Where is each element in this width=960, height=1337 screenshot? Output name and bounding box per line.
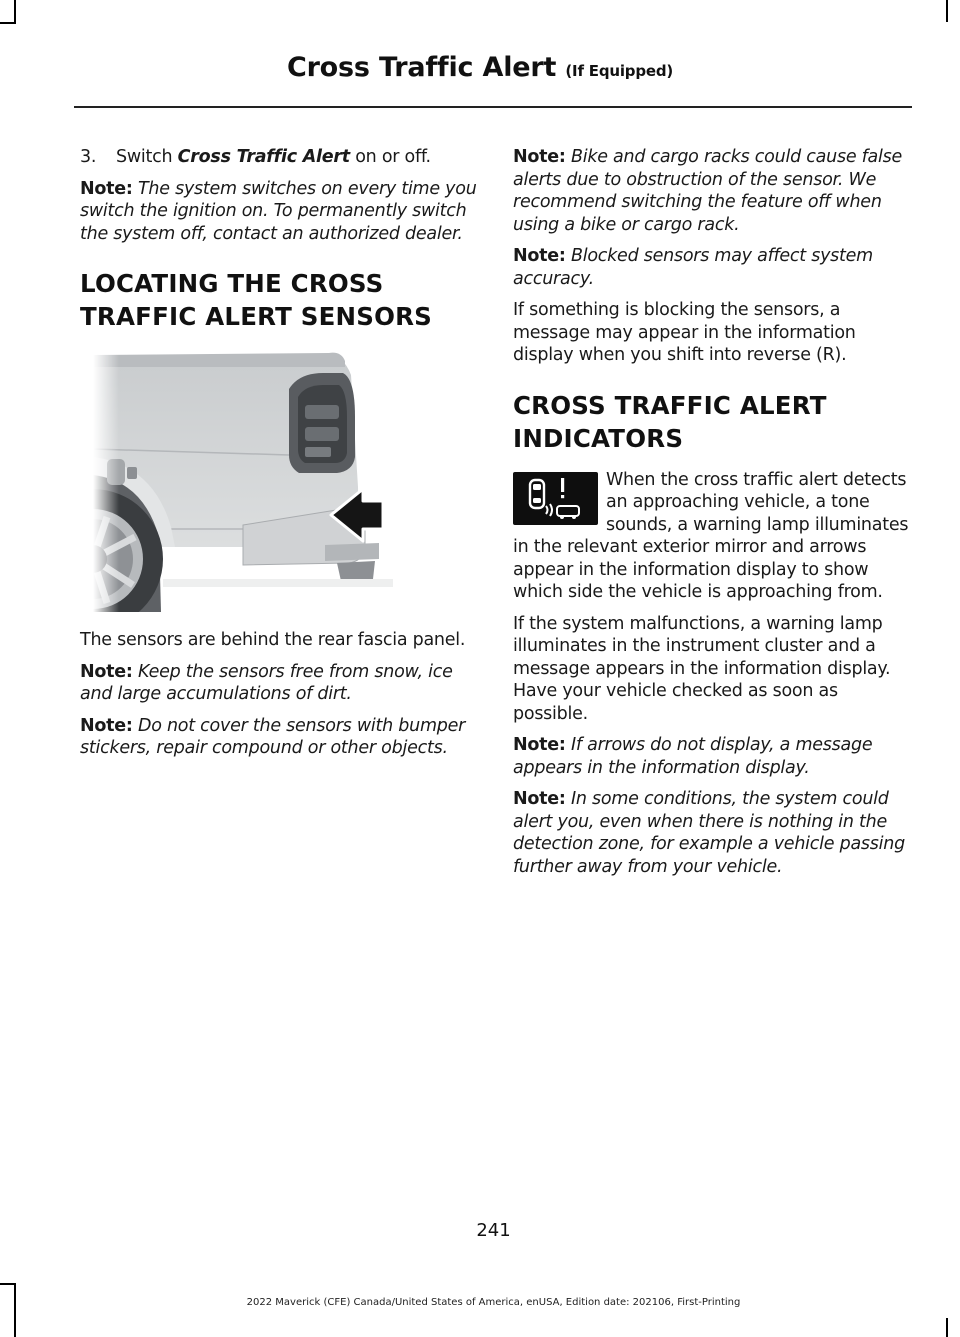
step-emphasis: Cross Traffic Alert xyxy=(177,147,350,167)
blocked-sensors-text: If something is blocking the sensors, a message may appear in the information display when you shift into reverse (R). xyxy=(513,300,856,365)
note-arrows-not-displayed xyxy=(513,734,913,779)
page-title-main: Cross Traffic Alert xyxy=(286,52,557,83)
indicator-description: When the cross traffic alert detects an approaching vehicle, a tone sounds, a warning lamp illuminates in the relevant exterior mirror and arrows appear in the information display to show which side the vehicle is approaching from. xyxy=(513,469,909,602)
note-label: Note: xyxy=(513,789,566,809)
note-keep-free xyxy=(80,661,480,706)
note-false-alert xyxy=(513,788,913,878)
malfunction-text: If the system malfunctions, a warning lamp illuminates in the instrument cluster and a message appears in the information display. Have your vehicle checked as soon as possible. xyxy=(513,613,891,724)
step-3 xyxy=(80,146,480,169)
left-column xyxy=(80,146,480,769)
note-text: Blocked sensors may affect system accuracy. xyxy=(513,246,873,289)
note-bike-racks xyxy=(513,146,913,236)
header-divider xyxy=(74,106,912,108)
crop-mark xyxy=(0,22,16,24)
note-text: The system switches on every time you switch the ignition on. To permanently switch the system off, contact an authorized dealer. xyxy=(80,178,477,244)
crop-mark xyxy=(946,0,948,22)
cross-traffic-alert-warning-icon xyxy=(513,472,598,525)
note-text: If arrows do not display, a message appears in the information display. xyxy=(513,735,873,778)
crop-mark xyxy=(946,1318,948,1337)
step-suffix: on or off. xyxy=(349,147,431,167)
page-title xyxy=(0,52,960,83)
step-prefix: Switch xyxy=(116,147,178,167)
crop-mark xyxy=(14,0,16,24)
section-heading-locating-sensors: LOCATING THE CROSS TRAFFIC ALERT SENSORS xyxy=(80,269,433,331)
step-number: 3. xyxy=(80,147,97,167)
page-title-suffix: (If Equipped) xyxy=(565,62,674,80)
note-text: Do not cover the sensors with bumper stickers, repair compound or other objects. xyxy=(80,715,466,758)
note-do-not-cover xyxy=(80,715,480,760)
crop-mark xyxy=(14,1283,16,1337)
note-ignition xyxy=(80,178,480,246)
note-text: Keep the sensors free from snow, ice and large accumulations of dirt. xyxy=(80,661,453,704)
note-blocked-sensors xyxy=(513,245,913,290)
note-label: Note: xyxy=(513,147,566,167)
sensors-location-text: The sensors are behind the rear fascia panel. xyxy=(80,630,466,650)
note-label: Note: xyxy=(80,715,133,736)
crop-mark xyxy=(0,1283,16,1285)
note-label: Note: xyxy=(80,661,133,682)
note-label: Note: xyxy=(80,178,133,199)
note-text: In some conditions, the system could alert you, even when there is nothing in the detection zone, for example a vehicle passing further away from your vehicle. xyxy=(513,789,905,877)
note-label: Note: xyxy=(513,735,566,755)
indicator-block xyxy=(513,469,913,613)
section-heading-indicators: CROSS TRAFFIC ALERT INDICATORS xyxy=(513,390,827,453)
right-column xyxy=(513,146,913,887)
page-number: 241 xyxy=(476,1220,511,1241)
note-label: Note: xyxy=(513,246,566,266)
note-text: Bike and cargo racks could cause false alerts due to obstruction of the sensor. We recommend switching the feature off when using a bike or cargo rack. xyxy=(513,147,903,235)
edition-footer: 2022 Maverick (CFE) Canada/United States of America, enUSA, Edition date: 202106, First-Printing xyxy=(246,1297,741,1308)
truck-rear-sensor-illustration xyxy=(93,347,455,612)
